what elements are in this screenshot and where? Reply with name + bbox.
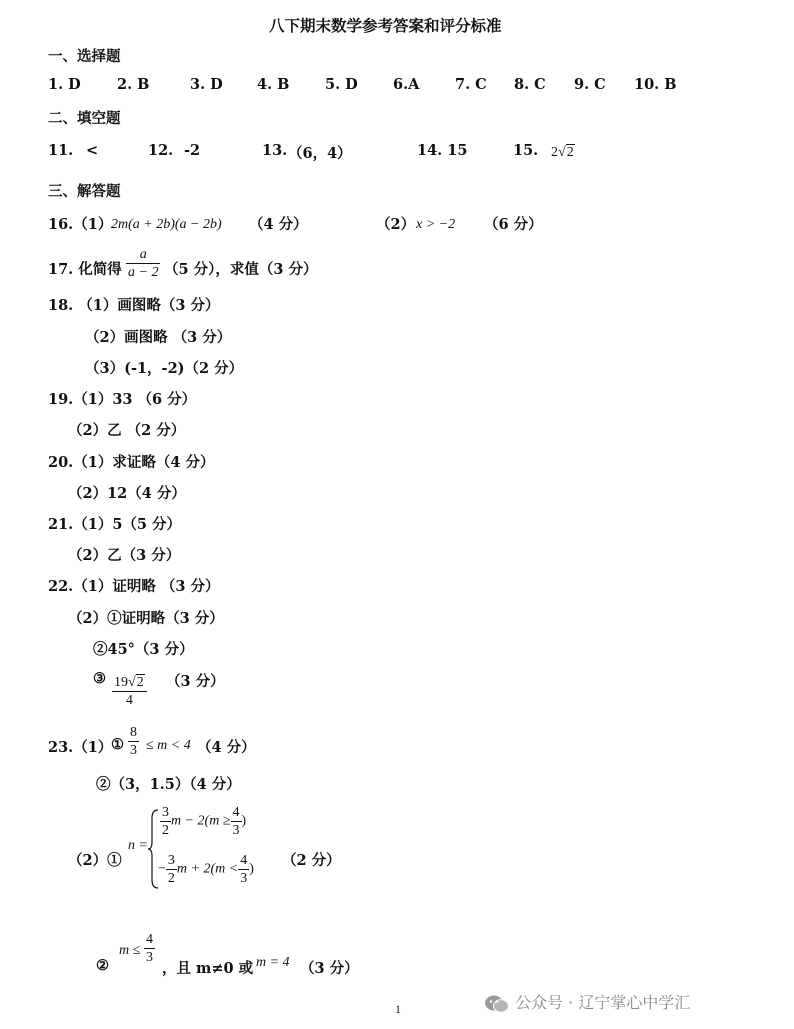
q23-case-1: $\frac{3}{2}$ m − 2(m ≥ $\frac{4}{3}$ )	[162, 805, 247, 838]
answer-5: 5. D	[325, 76, 358, 93]
q12-number: 12.	[148, 142, 174, 159]
q11-answer: <	[86, 142, 99, 159]
q23-score-3: （3 分）	[300, 960, 359, 977]
q22-score: （3 分）	[166, 673, 225, 690]
q23-condition: ，且 m≠0 或	[162, 960, 254, 977]
q11-number: 11.	[48, 142, 74, 159]
q16-inequality: x > −2	[416, 217, 456, 232]
q18-part1: 18. （1）画图略（3 分）	[48, 297, 220, 314]
q23-case-2: − $\frac{3}{2}$ m + 2(m < $\frac{4}{3}$ )	[158, 853, 254, 886]
q23-m-eq: m = 4	[256, 955, 290, 970]
answer-10: 10. B	[634, 76, 677, 93]
answer-2: 2. B	[117, 76, 150, 93]
q21-part2: （2）乙（3 分）	[68, 547, 181, 564]
q20-part1: 20.（1）求证略（4 分）	[48, 454, 215, 471]
q22-part2-ii: ②45°（3 分）	[93, 641, 194, 658]
answer-1: 1. D	[48, 76, 81, 93]
q23-part2-label: （2）①	[68, 852, 122, 869]
q22-part2-iii-mark: ③	[93, 670, 106, 687]
answer-3: 3. D	[190, 76, 223, 93]
q23-n-equals: n =	[128, 838, 148, 853]
section-heading-fill: 二、填空题	[48, 110, 121, 127]
answer-4: 4. B	[257, 76, 290, 93]
q23-part1-ii: ②（3，1.5）（4 分）	[96, 776, 241, 793]
q16-part2-label: （2）	[376, 216, 416, 233]
wechat-icon	[484, 993, 510, 1015]
q22-part2: （2）①证明略（3 分）	[68, 610, 224, 627]
page-title: 八下期末数学参考答案和评分标准	[269, 16, 502, 35]
q17-fraction: $\frac{a}{a - 2}$	[128, 247, 159, 280]
q23-m-le: m ≤	[119, 943, 141, 958]
q17-score: （5 分），求值（3 分）	[164, 261, 318, 278]
q23-score-2: （2 分）	[282, 852, 341, 869]
q23-label: 23.（1）	[48, 739, 113, 756]
q22-part1: 22.（1）证明略 （3 分）	[48, 578, 220, 595]
q16-expression: 2m(a + 2b)(a − 2b)	[111, 217, 222, 232]
q23-score-1: （4 分）	[197, 739, 256, 756]
section-heading-choice: 一、选择题	[48, 48, 121, 65]
q15-answer: 2√2	[551, 145, 574, 160]
answer-9: 9. C	[574, 76, 606, 93]
q23-inequality-1: ≤ m < 4	[146, 738, 191, 753]
q20-part2: （2）12（4 分）	[68, 485, 186, 502]
q13-number: 13.	[262, 142, 288, 159]
q16-score-1: （4 分）	[249, 216, 308, 233]
q14-answer: 14. 15	[417, 142, 468, 159]
q23-fraction-1: $\frac{8}{3}$	[130, 725, 137, 758]
q17-label: 17. 化简得	[48, 261, 122, 278]
q15-number: 15.	[513, 142, 539, 159]
q18-part2: （2）画图略 （3 分）	[85, 329, 232, 346]
watermark-text: 公众号 · 辽宁掌心中学汇	[515, 993, 691, 1012]
q23-part2-ii-mark: ②	[96, 957, 109, 974]
answer-7: 7. C	[455, 76, 487, 93]
q19-part2: （2）乙 （2 分）	[68, 422, 186, 439]
q16-score-2: （6 分）	[484, 216, 543, 233]
q16-label: 16.（1）	[48, 216, 113, 233]
answer-8: 8. C	[514, 76, 546, 93]
q12-answer: -2	[184, 142, 201, 159]
q22-fraction: $\frac{19√2}{4}$	[112, 674, 147, 709]
answer-6: 6.A	[393, 76, 420, 93]
watermark	[484, 990, 690, 1015]
page-number: 1	[395, 1002, 401, 1016]
q23-fraction-3: $\frac{4}{3}$	[146, 932, 153, 965]
q13-answer: （6，4）	[288, 145, 352, 162]
q18-part3: （3）(-1，-2)（2 分）	[85, 360, 244, 377]
section-heading-solve: 三、解答题	[48, 183, 121, 200]
q19-part1: 19.（1）33 （6 分）	[48, 391, 197, 408]
q21-part1: 21.（1）5（5 分）	[48, 516, 182, 533]
q23-part1-i-mark: ①	[111, 736, 124, 753]
